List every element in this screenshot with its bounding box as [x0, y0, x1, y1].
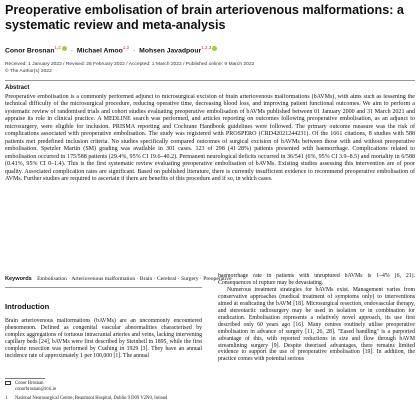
corresponding-author	[5, 381, 202, 393]
keyword-item: Arteriovenous malformation	[71, 276, 136, 282]
affiliation-text: National Neurosurgical Centre, Beaumont Hospital, Dublin 9 D09 V2N0, Ireland	[15, 395, 168, 401]
envelope-icon	[5, 381, 11, 385]
author-name[interactable]: Conor Brosnan	[5, 47, 55, 55]
introduction-paragraph: Brain arteriovenous malformations (bAVMs) are an uncommonly encountered phenomenon. Defined as congenital vascular abnormalities characterised by complex aggregations of tortuous intracranial arteries and veins, lacking intervening capillary beds [24], bAVMs were first described by Steinheil in 1895, while the first complete resection was performed by Cushing in 1929 [3]. They have an annual incidence rate of approximately 1 per 100,000 [1]. The annual	[5, 318, 202, 359]
keyword-separator: ·	[153, 276, 156, 282]
introduction-left-column	[5, 318, 202, 374]
corresponding-author-name: Conor Brosnan	[15, 381, 44, 386]
author-affiliation-mark: 1,2	[54, 45, 61, 50]
keyword-item: Cerebral	[157, 276, 177, 282]
introduction-paragraph: haemorrhage rate in patients with unruptured bAVMs is 1–4% [6, 21]. Consequences of rupture may be devastating.	[218, 273, 415, 286]
header-divider	[5, 80, 415, 81]
introduction-paragraph: Numerous treatment strategies for bAVMs exist. Management varies from conservative approaches (medical treatment of symptoms only) to interventions aimed at eradicating the bAVM [18]. Microsurgical resection, endovascular therapy, and stereotactic radiosurgery may be used in isolation or in combination for eradication. Embolisation represents a relatively novel approach, its use first described only 60 years ago [16]. Many centres routinely utilise preoperative embolisation in advance of surgery [11, 26, 28]. "Eased handling" is a purported advantage of this, with reported reductions in size and flow through bAVM streamlining surgery [9]. Despite theorised advantages, there remains limited evidence to support the use of preoperative embolisation [19]. In addition, the practice comes with potential serious	[218, 286, 415, 363]
keyword-item: Brain	[139, 276, 153, 282]
orcid-icon[interactable]	[212, 46, 217, 51]
keyword-item: Preoperative	[203, 276, 232, 282]
author-separator: ·	[133, 47, 136, 55]
author-affiliation-mark: 1,2,3	[201, 45, 212, 50]
keyword-separator: ·	[200, 276, 202, 282]
affiliation-mark: 1	[5, 395, 8, 401]
keyword-separator: ·	[177, 276, 180, 282]
keyword-item: Surgery	[180, 276, 199, 282]
keyword-separator: ·	[136, 276, 139, 282]
affiliation-footnote	[5, 396, 202, 402]
keywords-label: Keywords	[5, 276, 32, 282]
corresponding-author-email[interactable]: conorbrosnan@rcsi.ie	[15, 386, 57, 392]
keyword-item: Embolisation	[37, 276, 67, 282]
introduction-heading: Introduction	[5, 302, 50, 311]
author-separator: ·	[70, 47, 74, 55]
author-name[interactable]: Mohsen Javadpour	[139, 47, 202, 55]
keywords-divider	[5, 287, 202, 288]
publication-history	[5, 62, 415, 75]
copyright-notice: © The Author(s) 2022	[5, 68, 52, 74]
publication-dates: Received: 1 January 2022 / Revised: 26 February 2022 / Accepted: 1 March 2022 / Published online: 9 March 2022	[5, 62, 255, 67]
keyword-separator: ·	[68, 276, 71, 282]
footnotes	[5, 381, 202, 405]
author-list	[5, 43, 415, 55]
abstract-text: Preoperative embolisation is a commonly performed adjunct to microsurgical excision of brain arteriovenous malformations (bAVMs), with aims such as lessening the technical difficulty of the microsurgical procedure, reducing operative time, decreasing blood loss, and improving patient functional outcomes. We aim to perform a systematic review of randomised trials and cohort studies evaluating preoperative embolisation of bAVMs published between 01 January 2000 and 31 March 2021 and appraise its role in clinical practice. A MEDLINE search was performed, and articles reporting on outcomes following preoperative embolisation, as an adjunct to microsurgery, were eligible for inclusion. PRISMA reporting and Cochrane Handbook guidelines were followed. The primary outcome measure was the risk of complications associated with preoperative embolisation. The study was registered with PROSPERO (CRD42021244231). Of the 1661 citations, 8 studies with 588 patients met predefined inclusion criteria. No studies specifically compared outcomes of surgical excision of bAVMs between those with and without preoperative embolisation. Spetzler Martin (SM) grading was available in 301 cases. 123 of 298 (41·28%) patients presented with haemorrhage. Complications related to embolisation occurred in 175/588 patients (29.4%, 95% CI 19.6–40.2). Permanent neurological deficits occurred in 36/541 (6%, 95% CI 3.9–8.5) and mortality in 6/588 (0.41%, 95% CI 0–1.4). This is the first systematic review evaluating preoperative embolisation of bAVMs. Existing studies assessing this intervention are of poor quality. Associated complication rates are significant. Based on published literature, there is currently insufficient evidence to recommend preoperative embolisation of AVMs. Further studies are required to ascertain if there are benefits of this procedure and if so, in which cases.	[5, 94, 415, 182]
author-affiliation-mark: 1,2	[122, 45, 130, 50]
introduction-right-column	[218, 273, 415, 419]
orcid-icon[interactable]	[62, 46, 67, 51]
footnote-divider	[5, 378, 45, 379]
abstract-heading: Abstract	[5, 85, 30, 91]
author-name[interactable]: Michael Amoo	[76, 47, 123, 55]
article-title: Preoperative embolisation of brain arteriovenous malformations: a systematic review and meta-analysis	[5, 3, 404, 32]
